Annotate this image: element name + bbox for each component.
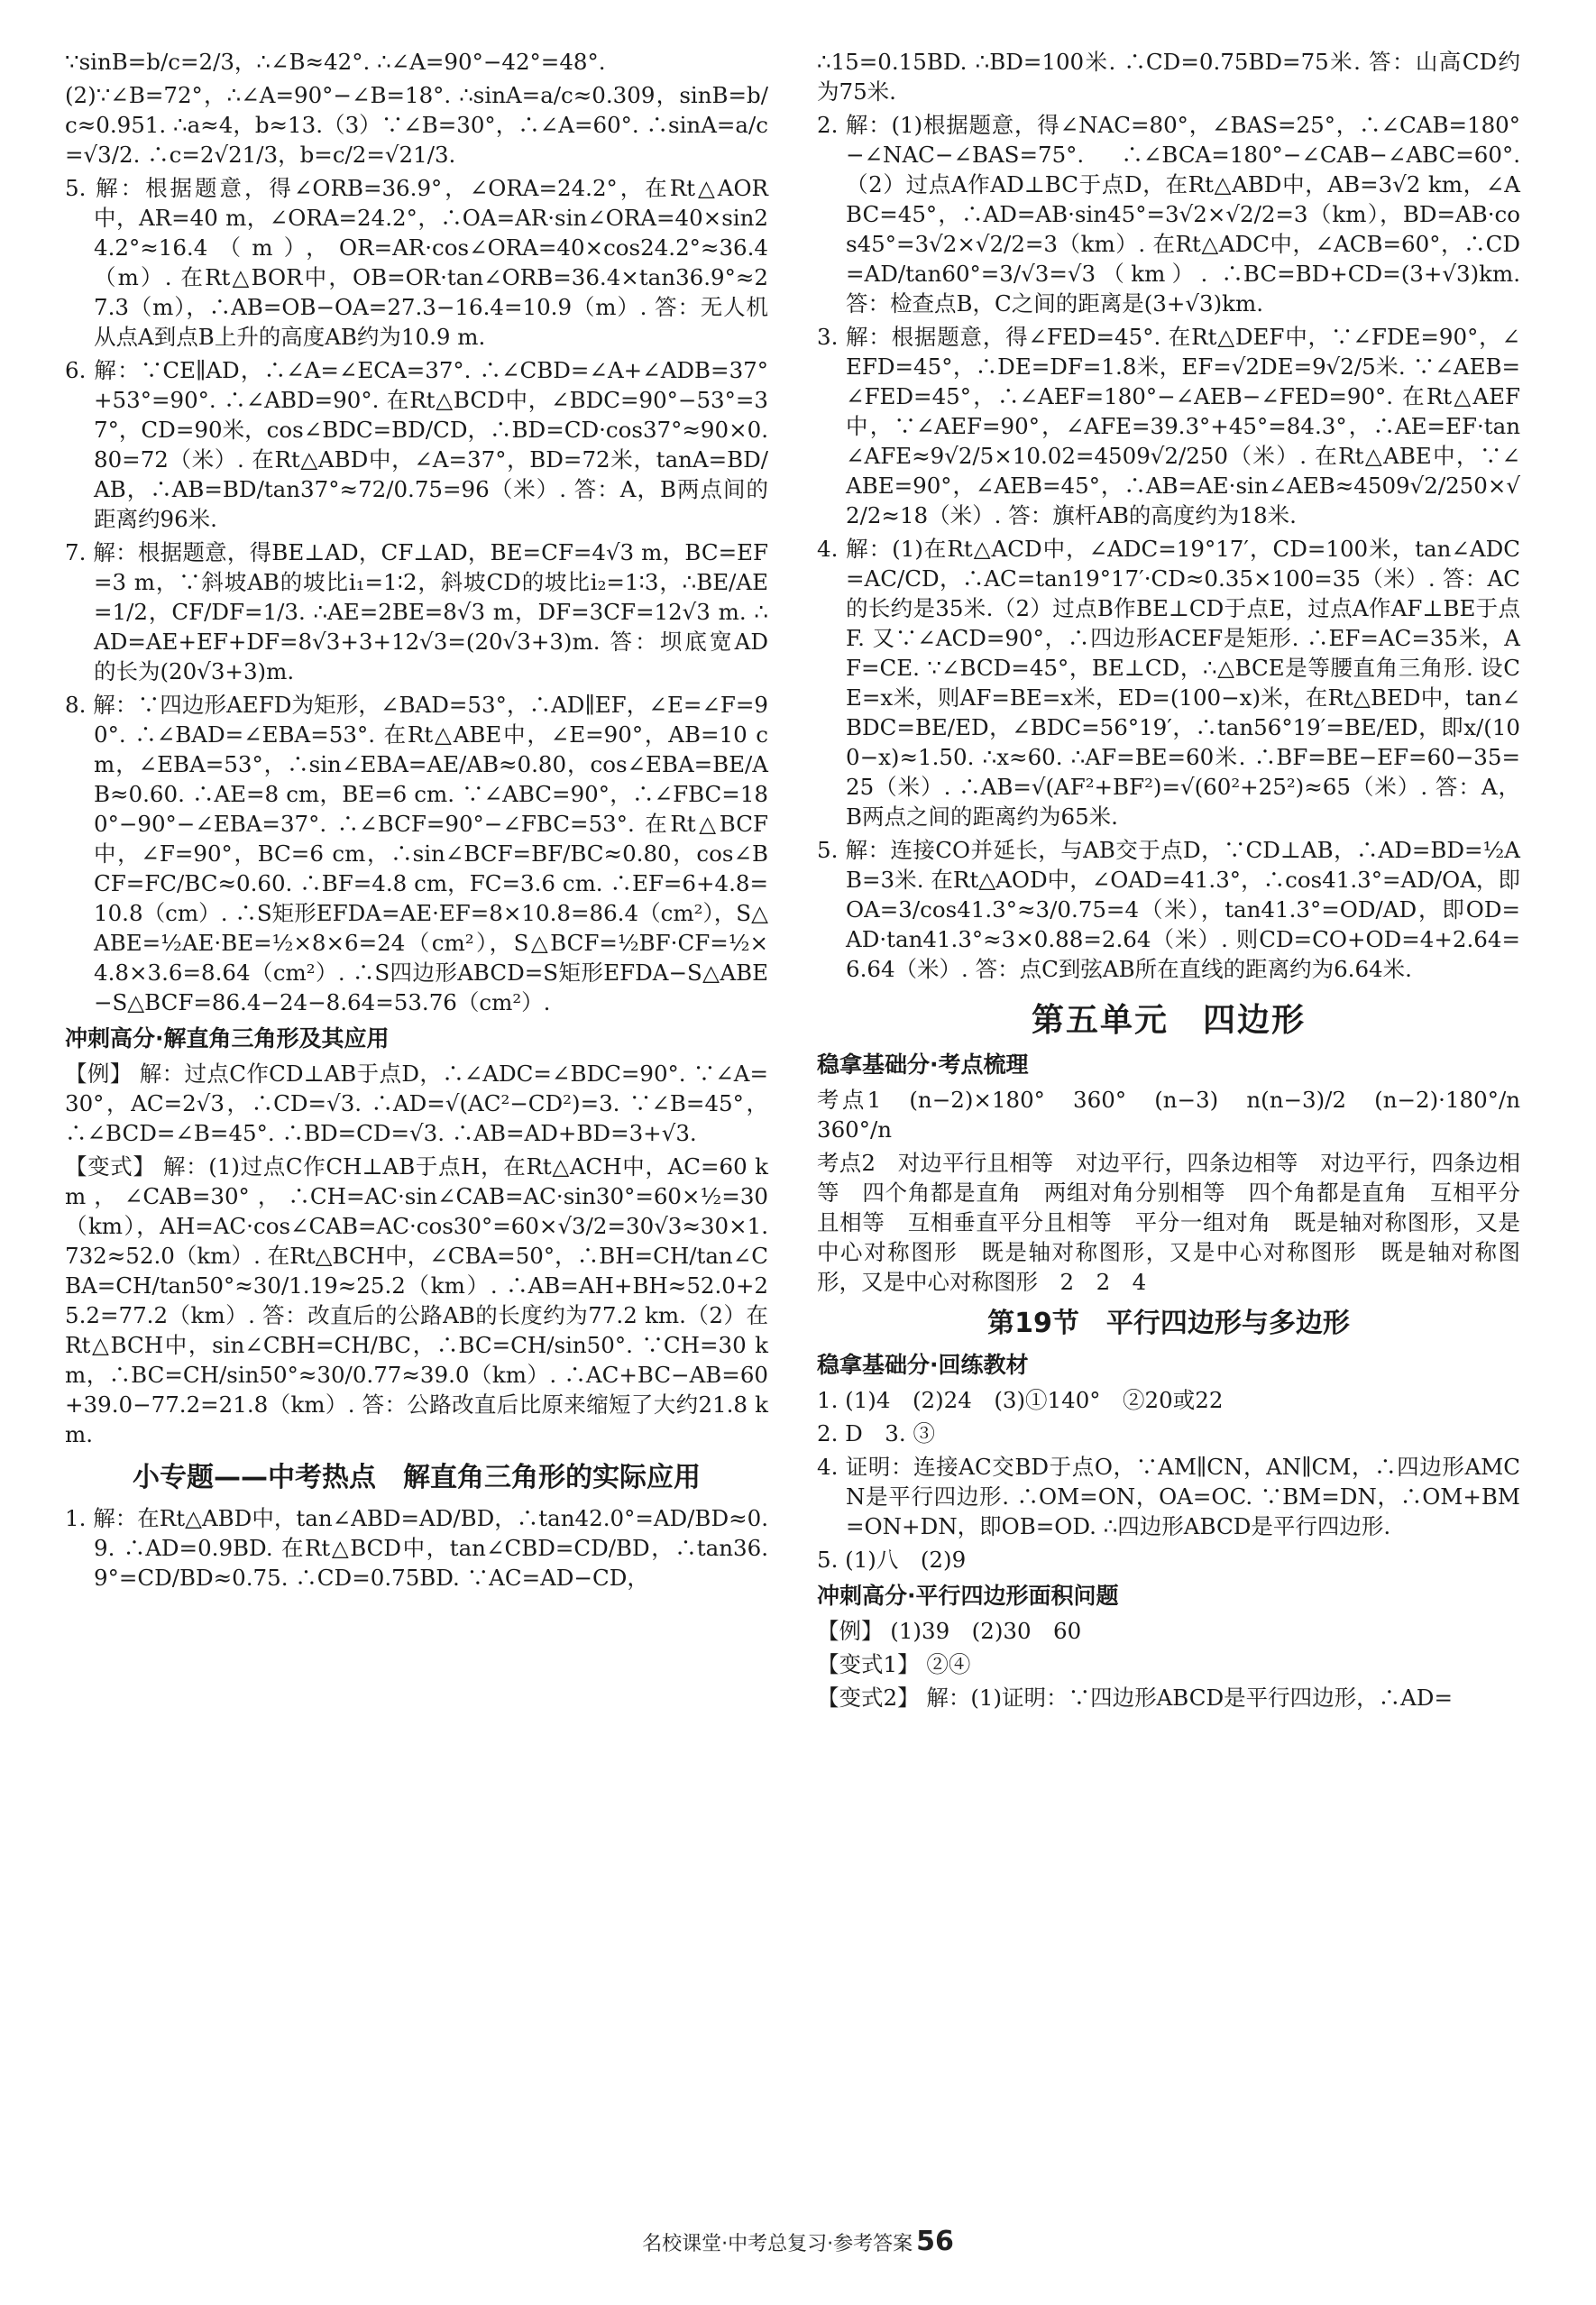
answer-item-5: 5. 解：连接CO并延长，与AB交于点D，∵CD⊥AB，∴AD=BD=½AB=3米. 在Rt△AOD中，∠OAD=41.3°，∴cos41.3°=AD/OA，即OA=3/cos41.3°≈3/0.75=4（米），tan41.3°=OD/AD，即OD=AD·tan41.3°≈3×0.88=2.64（米）. 则CD=CO+OD=4+2.64=6.64（米）. 答：点C到弦AB所在直线的距离约为6.64米.: [817, 837, 1520, 982]
section-heading: 冲刺高分·平行四边形面积问题: [817, 1583, 1119, 1609]
answer-item-1: 1. 解：在Rt△ABD中，tan∠ABD=AD/BD，∴tan42.0°=AD/BD≈0.9. ∴AD=0.9BD. 在Rt△BCD中，tan∠CBD=CD/BD，∴tan36.9°=CD/BD≈0.75. ∴CD=0.75BD. ∵AC=AD−CD，: [65, 1505, 768, 1591]
answer-item-7: 7. 解：根据题意，得BE⊥AD，CF⊥AD，BE=CF=4√3 m，BC=EF=3 m，∵斜坡AB的坡比i₁=1∶2，斜坡CD的坡比i₂=1∶3，∴BE/AE=1/2，CF/DF=1/3. ∴AE=2BE=8√3 m，DF=3CF=12√3 m. ∴AD=AE+EF+DF=8√3+3+12√3=(20√3+3)m. 答：坝底宽AD的长为(20√3+3)m.: [65, 539, 768, 684]
answer-item-5: 5. (1)八 (2)9: [817, 1547, 967, 1573]
page-footer: [0, 2226, 1596, 2257]
answer-item-2-3: 2. D 3. ③: [817, 1420, 935, 1446]
answer-text: ∵sinB=b/c=2/3，∴∠B≈42°. ∴∠A=90°−42°=48°.: [65, 49, 606, 75]
answer-item-2: 2. 解：(1)根据题意，得∠NAC=80°，∠BAS=25°，∴∠CAB=180°−∠NAC−∠BAS=75°. ∴∠BCA=180°−∠CAB−∠ABC=60°.（2）过点A作AD⊥BC于点D，在Rt△ABD中，AB=3√2 km，∠ABC=45°，∴AD=AB·sin45°=3√2×√2/2=3（km），BD=AB·cos45°=3√2×√2/2=3（km）. 在Rt△ADC中，∠ACB=60°，∴CD=AD/tan60°=3/√3=√3（km）. ∴BC=BD+CD=(3+√3)km. 答：检查点B，C之间的距离是(3+√3)km.: [817, 112, 1520, 317]
answer-text: ∴15=0.15BD. ∴BD=100米. ∴CD=0.75BD=75米. 答：山高CD约为75米.: [817, 49, 1520, 105]
unit-heading: 第五单元 四边形: [1031, 1002, 1306, 1039]
topic-heading: 小专题——中考热点 解直角三角形的实际应用: [133, 1462, 701, 1493]
answer-text: (2)∵∠B=72°，∴∠A=90°−∠B=18°. ∴sinA=a/c≈0.309，sinB=b/c≈0.951. ∴a≈4，b≈13.（3）∵∠B=30°，∴∠A=60°. ∴sinA=a/c=√3/2. ∴c=2√21/3，b=c/2=√21/3.: [65, 82, 768, 168]
right-column: [817, 47, 1543, 1716]
footer-text: 名校课堂·中考总复习·参考答案: [642, 2233, 913, 2255]
answer-item-3: 3. 解：根据题意，得∠FED=45°. 在Rt△DEF中，∵∠FDE=90°，∠EFD=45°，∴DE=DF=1.8米，EF=√2DE=9√2/5米. ∵∠AEB=∠FED=45°，∴∠AEF=180°−∠AEB−∠FED=90°. 在Rt△AEF中，∵∠AEF=90°，∠AFE=39.3°+45°=84.3°，∴AE=EF·tan∠AFE≈9√2/5×10.02=4509√2/250（米）. 在Rt△ABE中，∵∠ABE=90°，∠AEB=45°，∴AB=AE·sin∠AEB≈4509√2/250×√2/2≈18（米）. 答：旗杆AB的高度约为18米.: [817, 324, 1520, 528]
lesson-heading: 第19节 平行四边形与多边形: [987, 1308, 1350, 1339]
variant-1-answer: 【变式1】 ②④: [817, 1651, 971, 1677]
section-heading: 冲刺高分·解直角三角形及其应用: [65, 1025, 390, 1051]
page-number: 56: [916, 2226, 954, 2257]
section-heading: 稳拿基础分·回练教材: [817, 1352, 1029, 1378]
section-heading: 稳拿基础分·考点梳理: [817, 1051, 1029, 1078]
answer-item-5: 5. 解：根据题意，得∠ORB=36.9°，∠ORA=24.2°，在Rt△AOR中，AR=40 m，∠ORA=24.2°，∴OA=AR·sin∠ORA=40×sin24.2°≈16.4（m），OR=AR·cos∠ORA=40×cos24.2°≈36.4（m）. 在Rt△BOR中，OB=OR·tan∠ORB=36.4×tan36.9°≈27.3（m），∴AB=OB−OA=27.3−16.4=10.9（m）. 答：无人机从点A到点B上升的高度AB约为10.9 m.: [65, 175, 768, 350]
left-column: [65, 47, 768, 1596]
example-answer: 【例】 (1)39 (2)30 60: [817, 1618, 1082, 1644]
answer-item-1: 1. (1)4 (2)24 (3)①140° ②20或22: [817, 1387, 1224, 1413]
answer-item-6: 6. 解：∵CE∥AD，∴∠A=∠ECA=37°. ∴∠CBD=∠A+∠ADB=37°+53°=90°. ∴∠ABD=90°. 在Rt△BCD中，∠BDC=90°−53°=37°，CD=90米，cos∠BDC=BD/CD，∴BD=CD·cos37°≈90×0.80=72（米）. 在Rt△ABD中，∠A=37°，BD=72米，tanA=BD/AB，∴AB=BD/tan37°≈72/0.75=96（米）. 答：A，B两点间的距离约96米.: [65, 357, 768, 532]
key-point-2: 考点2 对边平行且相等 对边平行，四条边相等 对边平行，四条边相等 四个角都是直角 两组对角分别相等 四个角都是直角 互相平分且相等 互相垂直平分且相等 平分一组对角 既是轴对称图形，又是中心对称图形 既是轴对称图形，又是中心对称图形 既是轴对称图形，又是中心对称图形 2 2 4: [817, 1150, 1520, 1295]
variant-answer: 【变式】 解：(1)过点C作CH⊥AB于点H，在Rt△ACH中，AC=60 km，∠CAB=30°，∴CH=AC·sin∠CAB=AC·sin30°=60×½=30（km），AH=AC·cos∠CAB=AC·cos30°=60×√3/2=30√3≈30×1.732≈52.0（km）. 在Rt△BCH中，∠CBA=50°，∴BH=CH/tan∠CBA=CH/tan50°≈30/1.19≈25.2（km）. ∴AB=AH+BH≈52.0+25.2=77.2（km）. 答：改直后的公路AB的长度约为77.2 km.（2）在Rt△BCH中，sin∠CBH=CH/BC，∴BC=CH/sin50°. ∵CH=30 km，∴BC=CH/sin50°≈30/0.77≈39.0（km）. ∴AC+BC−AB=60+39.0−77.2=21.8（km）. 答：公路改直后比原来缩短了大约21.8 km.: [65, 1153, 768, 1447]
example-answer: 【例】 解：过点C作CD⊥AB于点D，∴∠ADC=∠BDC=90°. ∵∠A=30°，AC=2√3，∴CD=√3. ∴AD=√(AC²−CD²)=3. ∵∠B=45°，∴∠BCD=∠B=45°. ∴BD=CD=√3. ∴AB=AD+BD=3+√3.: [65, 1061, 768, 1146]
key-point-1: 考点1 (n−2)×180° 360° (n−3) n(n−3)/2 (n−2)·180°/n 360°/n: [817, 1087, 1543, 1143]
variant-2-answer: 【变式2】 解：(1)证明：∵四边形ABCD是平行四边形，∴AD=: [817, 1685, 1453, 1711]
answer-item-4: 4. 解：(1)在Rt△ACD中，∠ADC=19°17′，CD=100米，tan∠ADC=AC/CD，∴AC=tan19°17′·CD≈0.35×100=35（米）. 答：AC的长约是35米.（2）过点B作BE⊥CD于点E，过点A作AF⊥BE于点F. 又∵∠ACD=90°，∴四边形ACEF是矩形. ∴EF=AC=35米，AF=CE. ∵∠BCD=45°，BE⊥CD，∴△BCE是等腰直角三角形. 设CE=x米，则AF=BE=x米，ED=(100−x)米，在Rt△BED中，tan∠BDC=BE/ED，∠BDC=56°19′，∴tan56°19′=BE/ED，即x/(100−x)≈1.50. ∴x≈60. ∴AF=BE=60米. ∴BF=BE−EF=60−35=25（米）. ∴AB=√(AF²+BF²)=√(60²+25²)≈65（米）. 答：A，B两点之间的距离约为65米.: [817, 536, 1520, 830]
answer-item-8: 8. 解：∵四边形AEFD为矩形，∠BAD=53°，∴AD∥EF，∠E=∠F=90°. ∴∠BAD=∠EBA=53°. 在Rt△ABE中，∠E=90°，AB=10 cm，∠EBA=53°，∴sin∠EBA=AE/AB≈0.80，cos∠EBA=BE/AB≈0.60. ∴AE=8 cm，BE=6 cm. ∵∠ABC=90°，∴∠FBC=180°−90°−∠EBA=37°. ∴∠BCF=90°−∠FBC=53°. 在Rt△BCF中，∠F=90°，BC=6 cm，∴sin∠BCF=BF/BC≈0.80，cos∠BCF=FC/BC≈0.60. ∴BF=4.8 cm，FC=3.6 cm. ∴EF=6+4.8=10.8（cm）. ∴S矩形EFDA=AE·EF=8×10.8=86.4（cm²），S△ABE=½AE·BE=½×8×6=24（cm²），S△BCF=½BF·CF=½×4.8×3.6=8.64（cm²）. ∴S四边形ABCD=S矩形EFDA−S△ABE−S△BCF=86.4−24−8.64=53.76（cm²）.: [65, 692, 768, 1015]
answer-item-4: 4. 证明：连接AC交BD于点O，∵AM∥CN，AN∥CM，∴四边形AMCN是平行四边形. ∴OM=ON，OA=OC. ∵BM=DN，∴OM+BM=ON+DN，即OB=OD. ∴四边形ABCD是平行四边形.: [817, 1454, 1520, 1539]
